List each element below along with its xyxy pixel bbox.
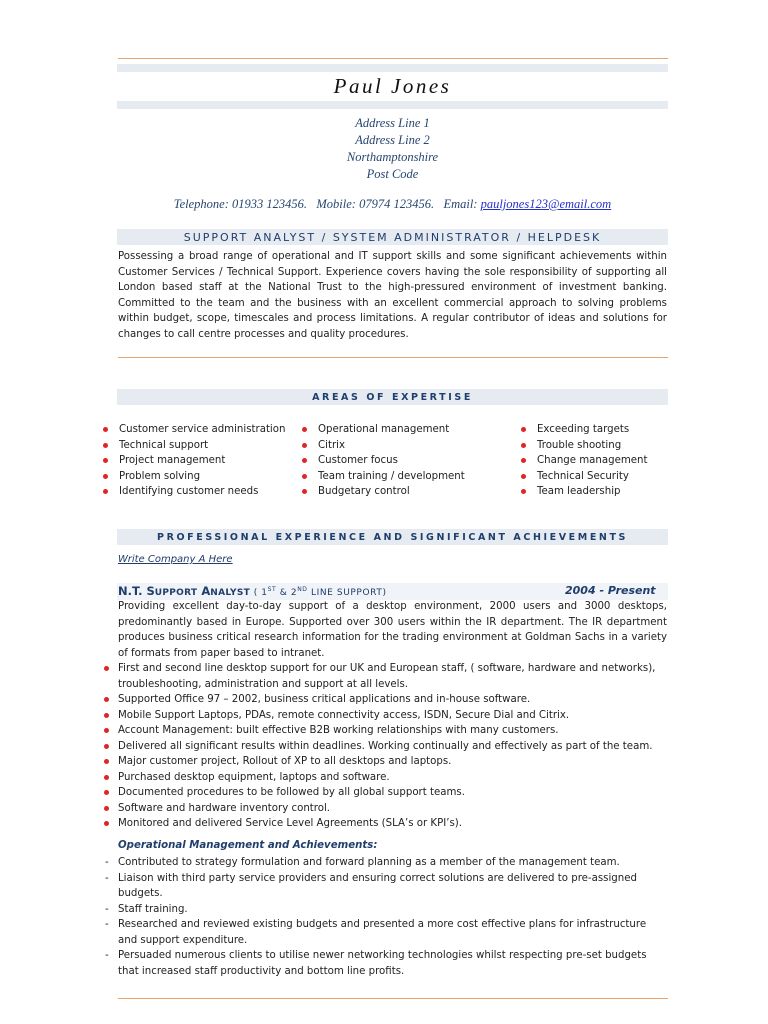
- bullet-icon: [104, 790, 109, 795]
- email-link[interactable]: pauljones123@email.com: [480, 197, 612, 211]
- bullet-icon: [103, 458, 108, 463]
- list-item: Customer focus: [302, 453, 465, 469]
- bottom-rule: [118, 998, 668, 999]
- expertise-heading: AREAS OF EXPERTISE: [312, 392, 473, 403]
- top-rule: [118, 58, 668, 59]
- bullet-icon: [103, 489, 108, 494]
- list-item: Major customer project, Rollout of XP to all desktops and laptops.: [104, 754, 668, 770]
- bullet-icon: [104, 713, 109, 718]
- operational-list: [104, 855, 668, 979]
- address-line-2: Address Line 2: [355, 133, 430, 147]
- list-item: Purchased desktop equipment, laptops and software.: [104, 770, 668, 786]
- bullet-icon: [104, 744, 109, 749]
- list-item: Change management: [521, 453, 648, 469]
- bullet-icon: [103, 443, 108, 448]
- experience-heading: PROFESSIONAL EXPERIENCE AND SIGNIFICANT ACHIEVEMENTS: [157, 532, 628, 543]
- list-item: - Liaison with third party service providers and ensuring correct solutions are delivered to pre-assigned budgets.: [105, 872, 637, 899]
- operational-heading: Operational Management and Achievements:: [118, 840, 378, 851]
- bullet-icon: [104, 666, 109, 671]
- list-item: Identifying customer needs: [103, 484, 285, 500]
- email-label: Email:: [443, 197, 478, 211]
- list-item: - Staff training.: [104, 902, 668, 918]
- dash-icon: -: [105, 903, 109, 915]
- dash-icon: -: [105, 857, 109, 868]
- list-item: - Contributed to strategy formulation and forward planning as a member of the management team.: [104, 855, 668, 871]
- list-item: Operational management: [302, 422, 465, 438]
- list-item: Project management: [103, 453, 285, 469]
- dash-icon: -: [105, 950, 109, 961]
- list-item: Citrix: [302, 438, 465, 454]
- bullet-icon: [103, 474, 108, 479]
- support-level-note: ( 1ST & 2ND LINE SUPPORT): [253, 586, 387, 598]
- bullet-icon: [103, 427, 108, 432]
- bullet-icon: [521, 458, 526, 463]
- expertise-column-1: [103, 422, 285, 500]
- achievements-list: [104, 661, 668, 832]
- mobile: Mobile: 07974 123456.: [316, 197, 435, 211]
- list-item: Technical Security: [521, 469, 648, 485]
- list-item: Software and hardware inventory control.: [104, 801, 668, 817]
- dash-icon: -: [105, 872, 109, 884]
- bullet-icon: [104, 806, 109, 811]
- address-county: Northamptonshire: [346, 150, 439, 164]
- bullet-icon: [521, 474, 526, 479]
- list-item: Team training / development: [302, 469, 465, 485]
- job-title: N.T. SUPPORT ANALYST ( 1ST & 2ND LINE SUPPORT): [118, 584, 387, 598]
- name-band-top: [117, 64, 668, 72]
- contact-line: [117, 197, 668, 212]
- address-line-1: Address Line 1: [355, 116, 430, 130]
- bullet-icon: [104, 759, 109, 764]
- list-item: Technical support: [103, 438, 285, 454]
- bullet-icon: [302, 458, 307, 463]
- bullet-icon: [302, 443, 307, 448]
- dash-icon: -: [105, 919, 109, 930]
- list-item: - Persuaded numerous clients to utilise newer networking technologies whilst respecting pre-set budgets that increased staff productivity and bottom line profits.: [105, 950, 647, 977]
- bullet-icon: [104, 821, 109, 826]
- telephone: Telephone: 01933 123456.: [173, 197, 307, 211]
- expertise-column-3: [521, 422, 648, 500]
- name-band-bottom: [117, 101, 668, 109]
- list-item: Problem solving: [103, 469, 285, 485]
- list-item: Exceeding targets: [521, 422, 648, 438]
- profile-summary: Possessing a broad range of operational and IT support skills and some significant achievements within Customer Services / Technical Support. Experience covers having the sole responsibility of supporting all London based staff at the National Trust to the high-pressured environment of investment banking. Committed to the team and the business with an excellent commercial approach to solving problems within budget, scope, timescales and process limitations. A regular contributor of ideas and solutions for changes to call centre processes and quality procedures.: [118, 251, 667, 340]
- bullet-icon: [521, 427, 526, 432]
- list-item: Delivered all significant results within deadlines. Working continually and effectively as part of the team.: [104, 739, 668, 755]
- list-item: Supported Office 97 – 2002, business critical applications and in-house software.: [104, 692, 668, 708]
- list-item: - Researched and reviewed existing budgets and presented a more cost effective plans for infrastructure and support expenditure.: [105, 919, 647, 946]
- list-item: Account Management: built effective B2B working relationships with many customers.: [104, 723, 668, 739]
- bullet-icon: [302, 489, 307, 494]
- address-postcode: Post Code: [366, 167, 419, 181]
- bullet-icon: [104, 728, 109, 733]
- expertise-column-2: [302, 422, 465, 500]
- bullet-icon: [521, 443, 526, 448]
- section-rule-1: [118, 357, 668, 358]
- list-item: Documented procedures to be followed by all global support teams.: [104, 785, 668, 801]
- job-headline: SUPPORT ANALYST / SYSTEM ADMINISTRATOR / HELPDESK: [183, 231, 602, 244]
- list-item: Trouble shooting: [521, 438, 648, 454]
- company-name: Write Company A Here: [118, 554, 233, 565]
- job-dates: 2004 - Present: [565, 584, 656, 597]
- list-item: Mobile Support Laptops, PDAs, remote connectivity access, ISDN, Secure Dial and Citrix.: [104, 708, 668, 724]
- list-item: Team leadership: [521, 484, 648, 500]
- bullet-icon: [521, 489, 526, 494]
- list-item: Monitored and delivered Service Level Agreements (SLA’s or KPI’s).: [104, 816, 668, 832]
- list-item: First and second line desktop support for our UK and European staff, ( software, hardware and networks), troubleshooting, administration and support at all levels.: [104, 661, 668, 692]
- list-item: Budgetary control: [302, 484, 465, 500]
- bullet-icon: [302, 474, 307, 479]
- candidate-name: Paul Jones: [333, 74, 452, 98]
- bullet-icon: [302, 427, 307, 432]
- bullet-icon: [104, 697, 109, 702]
- list-item: Customer service administration: [103, 422, 285, 438]
- bullet-icon: [104, 775, 109, 780]
- job-description: Providing excellent day-to-day support of a desktop environment, 2000 users and 3000 desktops, predominantly based in Europe. Supported over 300 users within the IR department. The IR department produces business critical research information for the trading environment at Goldman Sachs in a variety of formats from paper based to intranet.: [118, 601, 667, 659]
